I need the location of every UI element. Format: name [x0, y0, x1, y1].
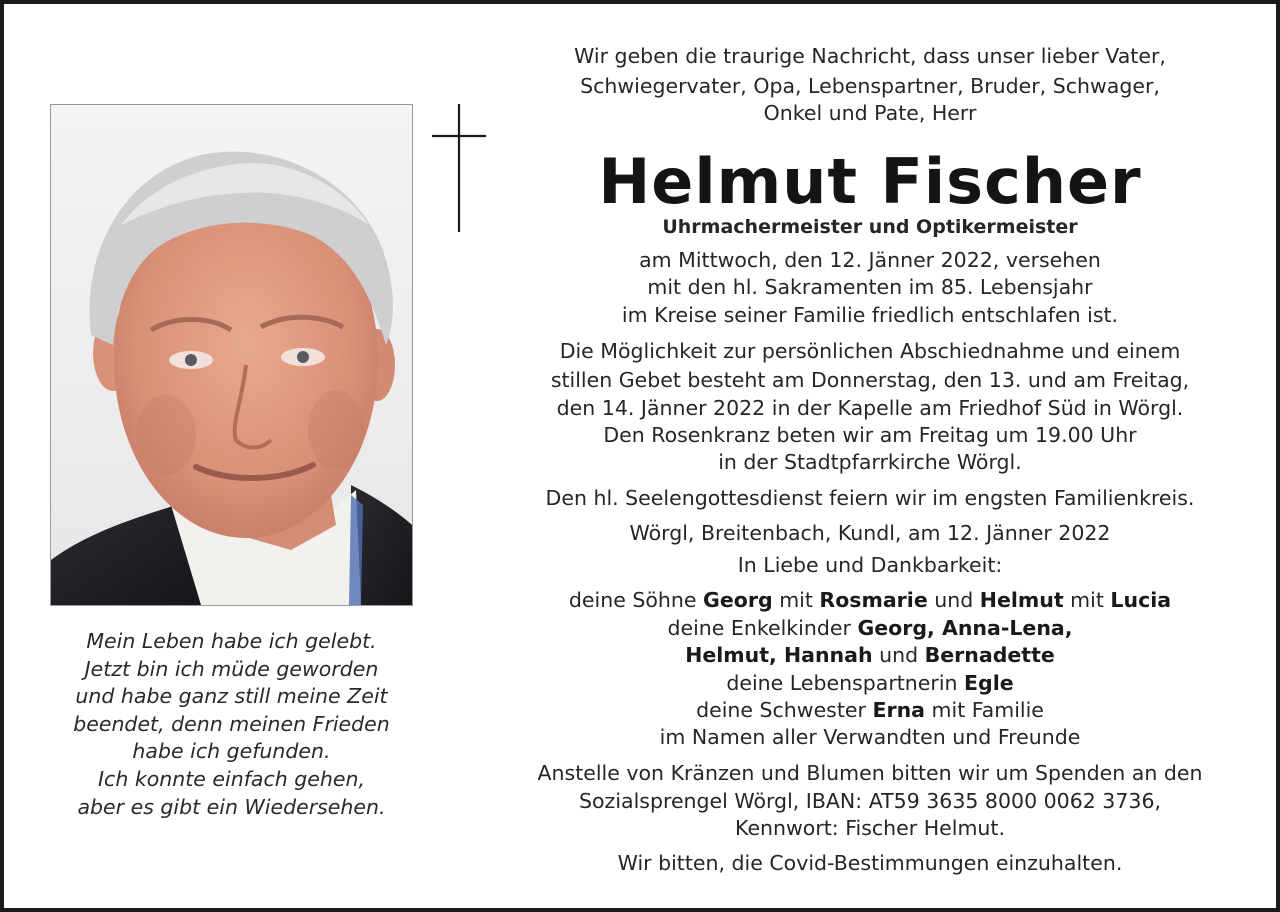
- poem-line: Mein Leben habe ich gelebt.: [86, 629, 377, 653]
- text: mit: [1070, 588, 1104, 612]
- death-line: mit den hl. Sakramenten im 85. Lebensjahr: [647, 275, 1093, 299]
- name: Bernadette: [924, 643, 1055, 667]
- farewell-line: Die Möglichkeit zur persönlichen Abschiednahme und einem: [559, 339, 1181, 363]
- text: deine Lebenspartnerin: [726, 671, 958, 695]
- donation-line: Kennwort: Fischer Helmut.: [735, 816, 1005, 840]
- poem-line: aber es gibt ein Wiedersehen.: [77, 794, 386, 819]
- family-partner: [490, 670, 1250, 696]
- death-line: am Mittwoch, den 12. Jänner 2022, versehen: [639, 248, 1101, 272]
- farewell-line: den 14. Jänner 2022 in der Kapelle am Friedhof Süd in Wörgl.: [556, 396, 1184, 420]
- family-sister: [490, 697, 1250, 723]
- text: und: [934, 588, 974, 612]
- intro-line: Schwiegervater, Opa, Lebenspartner, Bruder, Schwager,: [580, 74, 1160, 98]
- name: Lucia: [1110, 588, 1172, 612]
- intro-line: Wir geben die traurige Nachricht, dass unser lieber Vater,: [574, 44, 1166, 68]
- family-relatives: im Namen aller Verwandten und Freunde: [659, 725, 1081, 749]
- text: mit: [779, 588, 813, 612]
- portrait-photo: [50, 104, 413, 606]
- text: deine Enkelkinder: [667, 616, 851, 640]
- text: und: [879, 643, 919, 667]
- name: Erna: [872, 698, 926, 722]
- cross-icon: [432, 104, 488, 232]
- donation-line: Sozialsprengel Wörgl, IBAN: AT59 3635 8000 0062 3736,: [579, 789, 1161, 813]
- text: deine Söhne: [568, 588, 697, 612]
- poem: [34, 628, 429, 821]
- text: deine Schwester: [696, 698, 866, 722]
- farewell-line: stillen Gebet besteht am Donnerstag, den 13. und am Freitag,: [550, 368, 1190, 392]
- covid-line: Wir bitten, die Covid-Bestimmungen einzuhalten.: [617, 851, 1123, 875]
- deceased-title: Uhrmachermeister und Optikermeister: [662, 216, 1078, 238]
- donation-line: Anstelle von Kränzen und Blumen bitten wir um Spenden an den: [537, 761, 1203, 785]
- name: Georg: [703, 588, 773, 612]
- love-line: In Liebe und Dankbarkeit:: [737, 553, 1003, 577]
- name: Georg, Anna-Lena,: [857, 616, 1073, 640]
- intro-line: Onkel und Pate, Herr: [763, 101, 977, 125]
- deceased-name: Helmut Fischer: [598, 145, 1142, 218]
- farewell-line: in der Stadtpfarrkirche Wörgl.: [718, 450, 1022, 474]
- name: Helmut, Hannah: [685, 643, 873, 667]
- name: Egle: [964, 671, 1014, 695]
- text: mit Familie: [931, 698, 1044, 722]
- family-sons: [490, 587, 1250, 613]
- name: Helmut: [979, 588, 1064, 612]
- family-grandchildren: [490, 615, 1250, 641]
- farewell-line: Den Rosenkranz beten wir am Freitag um 19.00 Uhr: [603, 423, 1137, 447]
- poem-line: beendet, denn meinen Frieden: [73, 711, 390, 736]
- poem-line: und habe ganz still meine Zeit: [75, 684, 388, 709]
- poem-line: Ich konnte einfach gehen,: [98, 766, 365, 791]
- poem-line: Jetzt bin ich müde geworden: [84, 656, 379, 681]
- poem-line: habe ich gefunden.: [132, 739, 331, 764]
- family-grandchildren-2: [490, 642, 1250, 668]
- place-date: Wörgl, Breitenbach, Kundl, am 12. Jänner 2022: [629, 521, 1111, 545]
- mass-line: Den hl. Seelengottesdienst feiern wir im engsten Familienkreis.: [545, 486, 1195, 510]
- name: Rosmarie: [819, 588, 928, 612]
- death-line: im Kreise seiner Familie friedlich entschlafen ist.: [621, 303, 1119, 327]
